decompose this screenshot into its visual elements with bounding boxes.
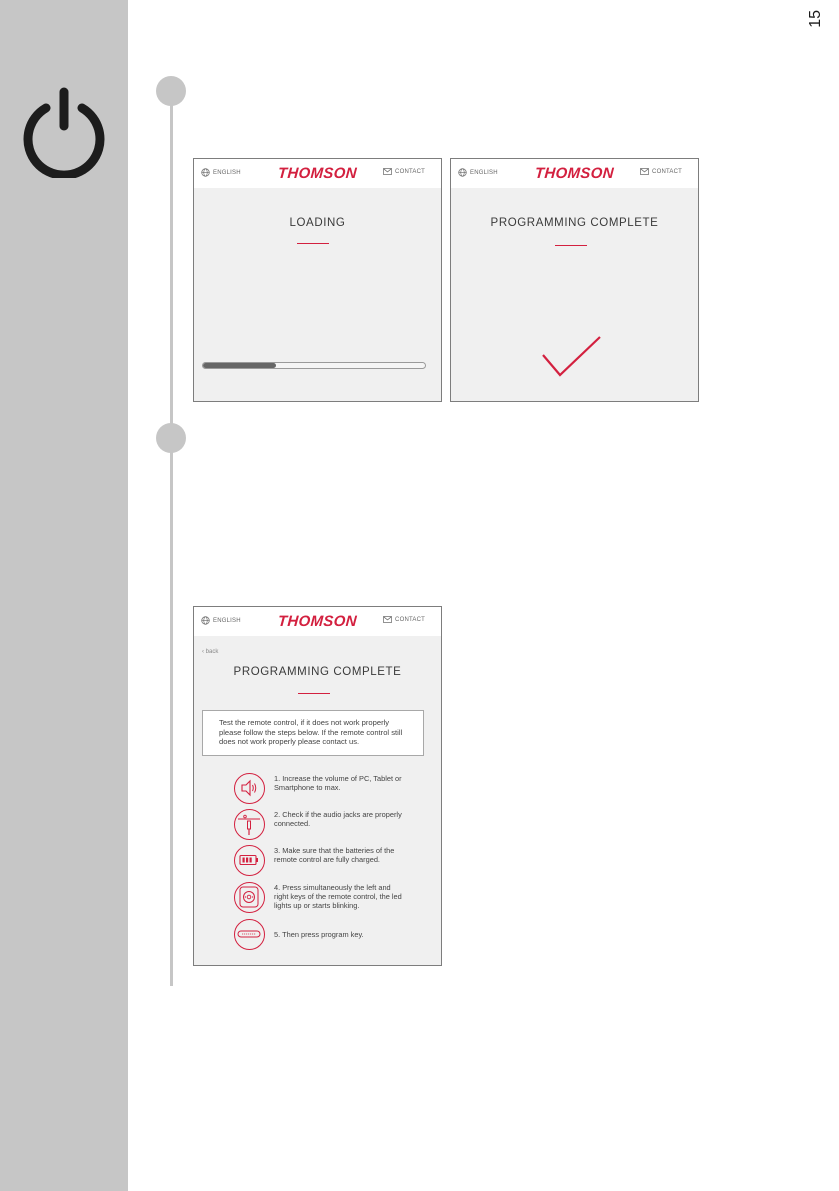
page-number: 15 xyxy=(807,10,824,28)
step-text: 1. Increase the volume of PC, Tablet or Smartphone to max. xyxy=(274,774,402,793)
screen-title: LOADING xyxy=(289,217,346,229)
loading-progress-bar xyxy=(202,362,426,369)
step-text: 4. Press simultaneously the left and right keys of the remote control, the led lights up or starts blinking. xyxy=(274,883,402,911)
title-underline xyxy=(555,245,587,246)
contact-link[interactable] xyxy=(383,616,425,623)
contact-label: CONTACT xyxy=(395,616,425,623)
back-link[interactable]: ‹ back xyxy=(202,649,219,655)
remote-keys-icon xyxy=(235,883,263,911)
step-item xyxy=(234,773,404,807)
screen-header xyxy=(194,159,441,188)
speaker-icon xyxy=(235,774,263,802)
loading-screen xyxy=(193,158,442,402)
progress-fill xyxy=(203,363,276,368)
info-message: Test the remote control, if it does not work properly please follow the steps below. If the remote control still does not work properly please contact us. xyxy=(202,710,424,756)
contact-label: CONTACT xyxy=(652,168,682,175)
step-item xyxy=(234,882,404,916)
title-underline xyxy=(298,693,330,694)
power-icon xyxy=(18,86,110,178)
step-timeline xyxy=(170,90,173,986)
contact-label: CONTACT xyxy=(395,168,425,175)
battery-icon xyxy=(235,846,263,874)
step-text: 5. Then press program key. xyxy=(274,930,364,939)
troubleshoot-screen xyxy=(193,606,442,966)
step-item xyxy=(234,809,404,843)
audio-jack-icon xyxy=(235,810,263,838)
checkmark-icon xyxy=(538,333,608,383)
brand-logo: THOMSON xyxy=(534,165,615,182)
step-text: 3. Make sure that the batteries of the remote control are fully charged. xyxy=(274,846,395,865)
title-underline xyxy=(297,243,329,244)
language-label: ENGLISH xyxy=(213,617,241,624)
brand-logo: THOMSON xyxy=(277,613,358,630)
envelope-icon xyxy=(383,616,392,623)
step-marker-2 xyxy=(156,423,186,453)
brand-logo: THOMSON xyxy=(277,165,358,182)
step-item xyxy=(234,845,404,879)
step-text: 2. Check if the audio jacks are properly connected. xyxy=(274,810,402,829)
step-item xyxy=(234,919,404,953)
screen-title: PROGRAMMING COMPLETE xyxy=(233,666,402,678)
language-label: ENGLISH xyxy=(470,169,498,176)
screen-header xyxy=(194,607,441,636)
program-key-icon xyxy=(235,920,263,948)
contact-link[interactable] xyxy=(383,168,425,175)
screen-header xyxy=(451,159,698,188)
sidebar xyxy=(0,0,128,1191)
complete-screen xyxy=(450,158,699,402)
envelope-icon xyxy=(383,168,392,175)
contact-link[interactable] xyxy=(640,168,682,175)
step-marker-1 xyxy=(156,76,186,106)
envelope-icon xyxy=(640,168,649,175)
screen-title: PROGRAMMING COMPLETE xyxy=(490,217,659,229)
language-label: ENGLISH xyxy=(213,169,241,176)
